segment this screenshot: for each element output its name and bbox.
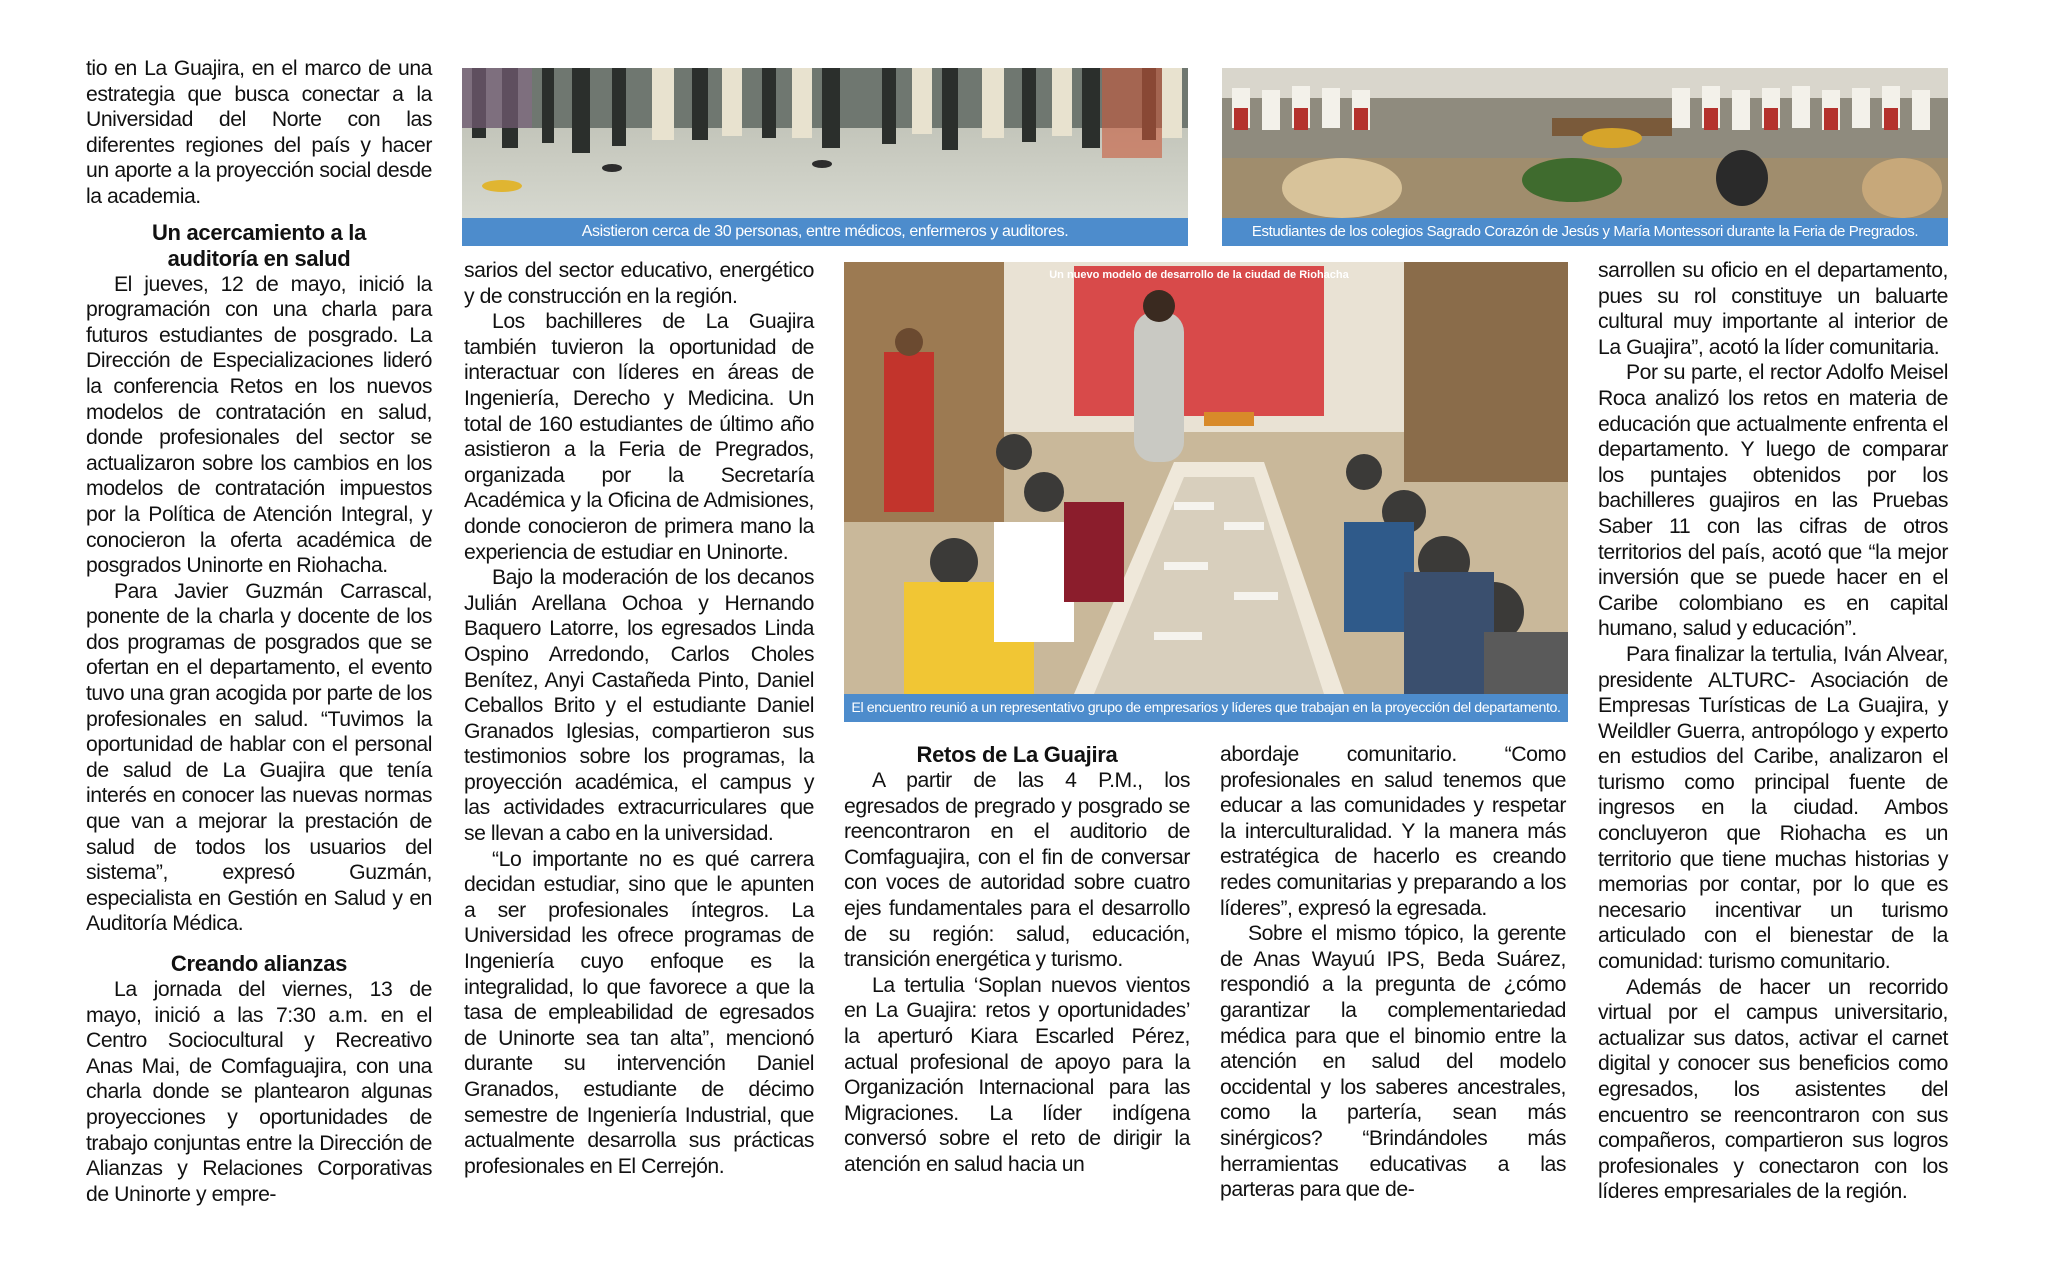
paragraph-javier: Para Javier Guzmán Carrascal, ponente de la charla y docente de los dos programas de posgrados que se ofertan en el departamento, el evento tuvo una gran acogida por parte de los profesionales en salud. “Tuvimos la oportunidad de hablar con el personal de salud de La Guajira que tenía interés en conocer las nuevas normas que van a mejorar la prestación de salud de todos los usuarios del sistema”, expresó Guzmán, especialista en Gestión en Salud y en Auditoría Médica.	[86, 579, 432, 936]
paragraph-moderacion: Bajo la moderación de los decanos Julián Arellana Ochoa y Hernando Baquero Latorre, los egresados Linda Ospino Arredondo, Carlos Choles Benítez, Anyi Castañeda Pinto, Daniel Ceballos Brito y el estudiante Daniel Granados Iglesias, compartieron sus testimonios sobre los programas, la proyección académica, el campus y las actividades extracurriculares que se llevan a cabo en la universidad.	[464, 566, 814, 846]
article-column-1	[86, 56, 432, 1207]
paragraph-abordaje: abordaje comunitario. “Como profesionales en salud tenemos que educar a las comunidades y respetar la interculturalidad. Y la manera más estratégica de hacerlo es creando redes comunitarias y preparando a los líderes”, expresó la egresada.	[1220, 743, 1566, 920]
paragraph-sarrollen: sarrollen su oficio en el departamento, pues su rol constituye un baluarte cultural muy importante al interior de La Guajira”, acotó la líder comunitaria.	[1598, 259, 1948, 359]
paragraph-finalizar: Para finalizar la tertulia, Iván Alvear, presidente ALTURC- Asociación de Empresas Turísticas de La Guajira, y Weildler Guerra, antropólogo y experto en estudios del Caribe, analizaron el turismo como principal fuente de ingresos en la ciudad. Ambos concluyeron que Riohacha es un territorio que tiene muchas historias y memorias por contar, por lo que es necesario incentivar un turismo articulado con el bienestar de la comunidad: turismo comunitario.	[1598, 642, 1948, 974]
paragraph-bachilleres: Los bachilleres de La Guajira también tuvieron la oportunidad de interactuar con líderes en áreas de Ingeniería, Derecho y Medicina. Un total de 160 estudiantes de último año asistieron a la Feria de Pregrados, organizada por la Secretaría Académica y la Oficina de Admisiones, donde conocieron de primera mano la experiencia de estudiar en Uninorte.	[464, 310, 814, 564]
paragraph-jueves: El jueves, 12 de mayo, inició la programación con una charla para futuros estudiantes de posgrado. La Dirección de Especializaciones lideró la conferencia Retos en los nuevos modelos de contratación en salud, donde profesionales del sector se actualizaron sobre los cambios en los modelos de contratación impuestos por la Política de Atención Integral, y conocieron la oferta académica de posgrados Uninorte en Riohacha.	[86, 272, 432, 578]
subheading-alianzas: Creando alianzas	[170, 951, 348, 976]
paragraph-ademas: Además de hacer un recorrido virtual por el campus universitario, actualizar sus datos, activar el carnet digital y conocer sus beneficios como egresados, los asistentes del encuentro se reencontraron con sus compañeros, compartieron sus logros profesionales y conectaron con los líderes empresariales de la región.	[1598, 975, 1948, 1204]
photo-meeting-caption: El encuentro reunió a un representativo grupo de empresarios y líderes que trabajan en la proyección del departamento.	[844, 694, 1568, 722]
subheading-auditoria: Un acercamiento a la auditoría en salud	[151, 219, 367, 271]
article-column-5	[1598, 258, 1948, 1205]
paragraph-4pm: A partir de las 4 P.M., los egresados de pregrado y posgrado se reencontraron en el auditorio de Comfaguajira, con el fin de conversar con voces de autoridad sobre cuatro ejes fundamentales para el desarrollo de su región: salud, educación, transición energética y turismo.	[844, 769, 1190, 972]
meeting-screen-text: Un nuevo modelo de desarrollo de la ciudad de Riohacha	[1049, 269, 1349, 281]
photo-meeting-image	[844, 262, 1568, 694]
subheading-retos: Retos de La Guajira	[916, 742, 1118, 767]
paragraph-sobre: Sobre el mismo tópico, la gerente de Anas Wayuú IPS, Beda Suárez, respondió a la pregunta de ¿cómo garantizar la complementariedad médica para que el binomio entre la atención en salud del modelo occidental y los saberes ancestrales, como la partería, sean más sinérgicos? “Brindándoles más herramientas educativas a las parteras para que de-	[1220, 922, 1566, 1202]
article-column-3	[844, 742, 1190, 1178]
paragraph-intro: tio en La Guajira, en el marco de una estrategia que busca conectar a la Universidad del Norte con las diferentes regiones del país y hacer un aporte a la proyección social desde la academia.	[86, 57, 432, 208]
photo-fair-students-image	[1222, 68, 1948, 218]
photo-fair-students	[1222, 68, 1948, 218]
article-column-2	[464, 258, 814, 1179]
photo-fair-students-caption: Estudiantes de los colegios Sagrado Corazón de Jesús y María Montessori durante la Feria de Pregrados.	[1222, 218, 1948, 246]
article-column-4	[1220, 742, 1566, 1203]
paragraph-viernes: La jornada del viernes, 13 de mayo, inició a las 7:30 a.m. en el Centro Sociocultural y Recreativo Anas Mai, de Comfaguajira, con una charla donde se plantearon algunas proyecciones y oportunidades de trabajo conjuntas entre la Dirección de Alianzas y Relaciones Corporativas de Uninorte y empre-	[86, 978, 432, 1206]
paragraph-importante: “Lo importante no es qué carrera decidan estudiar, sino que le apunten a ser profesionales íntegros. La Universidad les ofrece programas de Ingeniería cuyo enfoque es la integralidad, lo que favorece a que la tasa de empleabilidad de egresados de Uninorte sea tan alta”, mencionó durante su intervención Daniel Granados, estudiante de décimo semestre de Ingeniería Industrial, que actualmente desarrolla sus prácticas profesionales en El Cerrejón.	[464, 847, 814, 1178]
paragraph-tertulia: La tertulia ‘Soplan nuevos vientos en La Guajira: retos y oportunidades’ la aperturó Kiara Escarled Pérez, actual profesional de apoyo para la Organización Internacional para las Migraciones. La líder indígena conversó sobre el reto de dirigir la atención en salud hacia un	[844, 973, 1190, 1176]
photo-meeting-business-leaders	[844, 262, 1568, 694]
photo-health-talk-attendees	[462, 68, 1188, 218]
photo-health-talk-image	[462, 68, 1188, 218]
paragraph-rector: Por su parte, el rector Adolfo Meisel Roca analizó los retos en materia de educación que actualmente enfrenta el departamento. Y luego de comparar los puntajes obtenidos por los bachilleres guajiros en las Pruebas Saber 11 con las cifras de otros territorios del país, acotó que “la mejor inversión que se puede hacer en el Caribe colombiano es en capital humano, salud y educación”.	[1598, 361, 1948, 641]
photo-health-talk-caption: Asistieron cerca de 30 personas, entre médicos, enfermeros y auditores.	[462, 218, 1188, 246]
paragraph-sarios: sarios del sector educativo, energético y de construcción en la región.	[464, 259, 814, 308]
